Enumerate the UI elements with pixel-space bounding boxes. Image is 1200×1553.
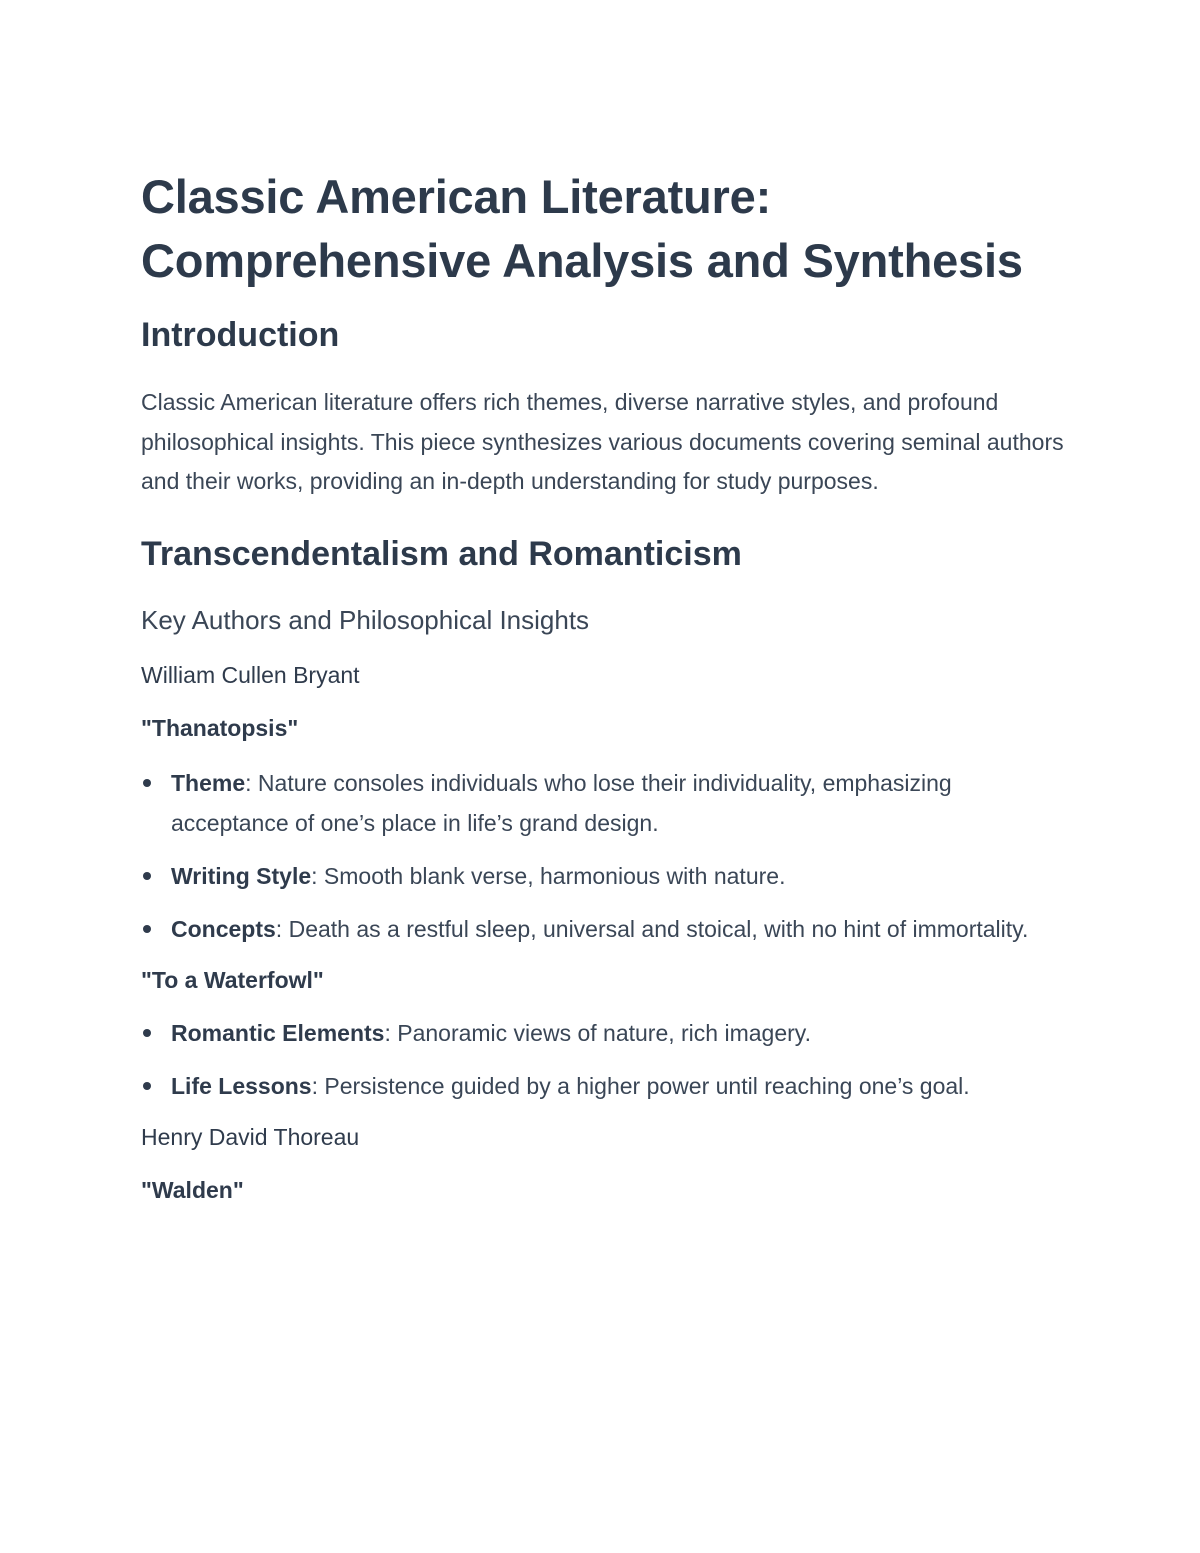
bullet-icon [143,779,151,787]
title-line-2: Comprehensive Analysis and Synthesis [141,234,1023,287]
item-label: Romantic Elements [171,1019,385,1046]
list-item [141,1013,1071,1053]
title-line-1: Classic American Literature: [141,170,772,223]
item-separator: : [245,769,252,796]
list-item [141,1066,1071,1106]
item-text: Persistence guided by a higher power until reaching one’s goal. [318,1072,970,1099]
work-heading-waterfowl: "To a Waterfowl" [141,966,324,993]
item-text: Death as a restful sleep, universal and stoical, with no hint of immortality. [282,915,1029,942]
list-item [141,909,1071,949]
list-item [141,763,1071,843]
bullet-icon [143,1029,151,1037]
document-page [141,165,1071,1206]
bullet-icon [143,925,151,933]
item-text: Smooth blank verse, harmonious with nature. [317,862,786,889]
intro-paragraph: Classic American literature offers rich themes, diverse narrative styles, and profound philosophical insights. This piece synthesizes various documents covering seminal authors and their works, providing an in-depth understanding for study purposes. [141,389,1064,494]
list-item [141,856,1071,896]
thanatopsis-list [141,763,1071,949]
item-separator: : [275,915,283,942]
section-subheading: Key Authors and Philosophical Insights [141,604,590,635]
item-label: Concepts [171,915,276,942]
author-heading-bryant: William Cullen Bryant [141,661,360,688]
author-heading-thoreau: Henry David Thoreau [141,1123,360,1150]
bullet-icon [143,1082,151,1090]
bullet-icon [143,872,151,880]
item-text: Panoramic views of nature, rich imagery. [390,1019,811,1046]
work-heading-thanatopsis: "Thanatopsis" [141,714,299,741]
item-label: Life Lessons [171,1072,312,1099]
item-separator: : [384,1019,391,1046]
item-separator: : [311,1072,318,1099]
document-title [141,165,1071,293]
item-label: Theme [171,769,246,796]
intro-heading: Introduction [141,316,340,354]
section-heading: Transcendentalism and Romanticism [141,534,742,573]
item-separator: : [311,862,318,889]
item-text: Nature consoles individuals who lose their individuality, emphasizing acceptance of one’s place in life’s grand design. [171,769,952,836]
item-label: Writing Style [171,862,312,889]
work-heading-walden: "Walden" [141,1176,244,1203]
waterfowl-list [141,1013,1071,1106]
